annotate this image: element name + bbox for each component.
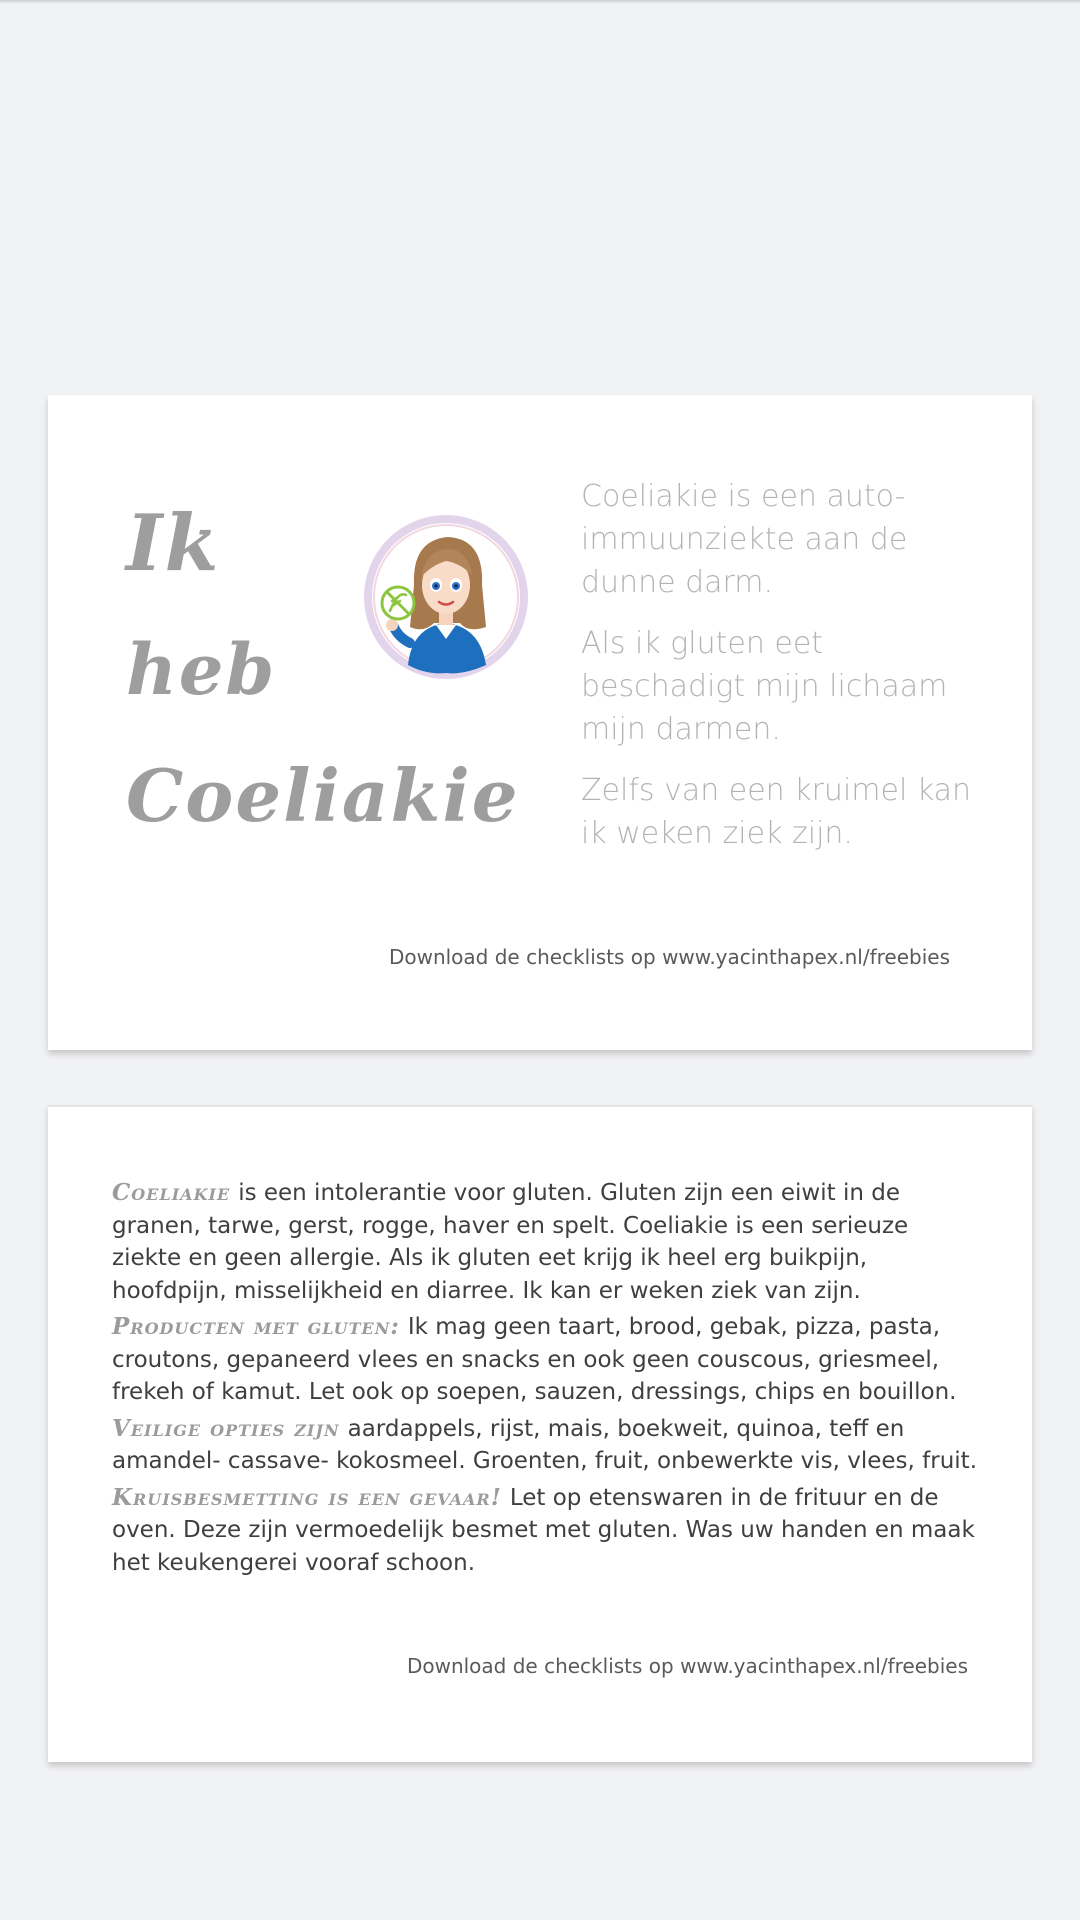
intro-paragraph-1: Coeliakie is een auto-immuunziekte aan de dunne darm.	[581, 479, 908, 600]
paragraph-kruisbesmetting-text: Let op etenswaren in de frituur en de oven. Deze zijn vermoedelijk besmet met gluten. Was uw handen en maak het keukengerei vooraf schoon.	[112, 1484, 975, 1576]
info-text	[112, 1177, 982, 1583]
intro-paragraph-3: Zelfs van een kruimel kan ik weken ziek zijn.	[581, 773, 972, 851]
keyword-coeliakie: Coeliakie	[112, 1179, 231, 1206]
paragraph-producten	[112, 1311, 982, 1409]
keyword-veilige-opties: Veilige opties zijn	[112, 1414, 340, 1442]
download-link-2[interactable]: Download de checklists op www.yacinthapex.nl/freebies	[406, 1654, 968, 1678]
paragraph-veilige-opties-text: aardappels, rijst, mais, boekweit, quinoa, teff en amandel- cassave- kokosmeel. Groenten, fruit, onbewerkte vis, vlees, fruit.	[112, 1415, 978, 1474]
intro-paragraph-2: Als ik gluten eet beschadigt mijn lichaam mijn darmen.	[581, 626, 948, 747]
keyword-kruisbesmetting: Kruisbesmetting is een gevaar!	[112, 1483, 502, 1511]
front-card	[48, 395, 1032, 1050]
keyword-producten: Producten met gluten:	[112, 1313, 400, 1340]
paragraph-producten-text: Ik mag geen taart, brood, gebak, pizza, pasta, croutons, gepaneerd vlees en snacks en ook geen couscous, griesmeel, frekeh of kamut. Let ook op soepen, sauzen, dressings, chips en bouillon.	[112, 1314, 957, 1405]
download-link[interactable]: Download de checklists op www.yacinthapex.nl/freebies	[388, 945, 950, 969]
back-card	[48, 1105, 1032, 1762]
paragraph-coeliakie	[112, 1177, 982, 1307]
title-line-coeliakie: Coeliakie	[126, 753, 520, 838]
title-line-heb: heb	[126, 628, 277, 711]
intro-text	[581, 475, 981, 873]
title-line-ik: Ik	[126, 498, 221, 589]
paragraph-kruisbesmetting	[112, 1482, 982, 1580]
paragraph-veilige-opties	[112, 1413, 982, 1478]
paragraph-coeliakie-text: is een intolerantie voor gluten. Gluten zijn een eiwit in de granen, tarwe, gerst, rogge, haver en spelt. Coeliakie is een serieuze ziekte en geen allergie. Als ik gluten eet krijg ik heel erg buikpijn, hoofdpijn, misselijkheid en diarree. Ik kan er weken ziek van zijn.	[112, 1180, 909, 1304]
girl-avatar-icon	[364, 515, 528, 679]
top-edge-shadow	[0, 0, 1080, 4]
